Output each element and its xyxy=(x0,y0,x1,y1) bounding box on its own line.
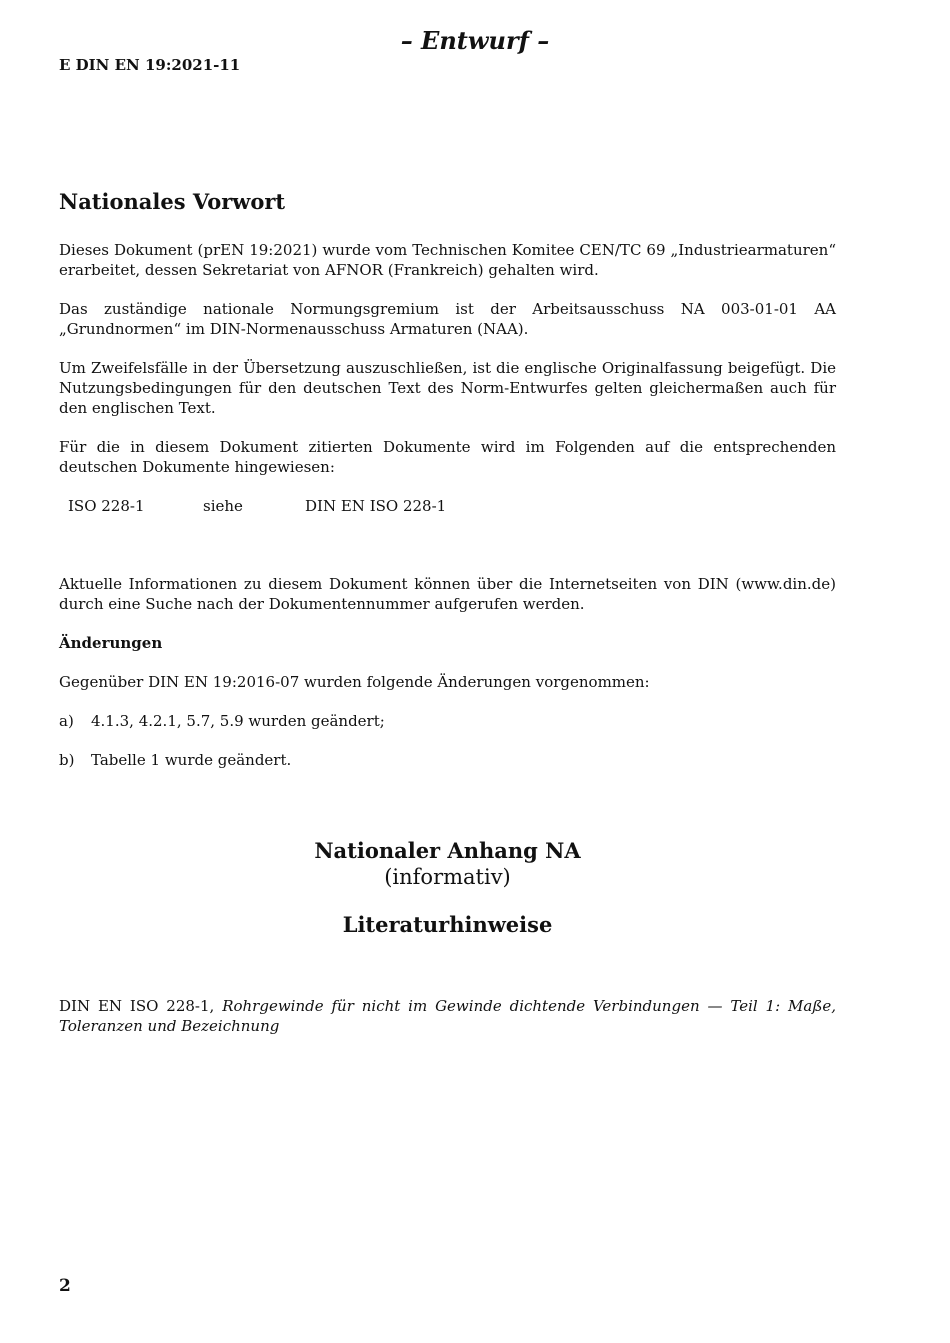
bibliography-ref: DIN EN ISO 228-1, xyxy=(59,997,223,1015)
annex-subtitle: (informativ) xyxy=(384,865,511,889)
changes-heading: Änderungen xyxy=(59,634,163,652)
annex-title: Nationaler Anhang NA xyxy=(314,838,581,863)
foreword-paragraph-1: Dieses Dokument (prEN 19:2021) wurde vom Technischen Komitee CEN/TC 69 „Industriearmaturen“ erarbeitet, dessen Sekretariat von AFNOR (Frankreich) gehalten wird. xyxy=(59,241,836,279)
bibliography-title-text: Rohrgewinde für nicht im Gewinde dichtende Verbindungen — Teil 1: Maße, Toleranzen und Bezeichnung xyxy=(59,997,837,1035)
reference-national: DIN EN ISO 228-1 xyxy=(305,497,447,515)
foreword-paragraph-4: Für die in diesem Dokument zitierten Dokumente wird im Folgenden auf die entsprechenden deutschen Dokumente hingewiesen: xyxy=(59,438,836,476)
changes-intro: Gegenüber DIN EN 19:2016-07 wurden folgende Änderungen vorgenommen: xyxy=(59,673,650,691)
list-marker: b) xyxy=(59,751,75,769)
list-item xyxy=(59,711,836,731)
list-marker: a) xyxy=(59,712,74,730)
annex-heading-block xyxy=(59,838,836,938)
foreword-paragraph-2: Das zuständige nationale Normungsgremium ist der Arbeitsausschuss NA 003-01-01 AA „Grundnormen“ im DIN-Normenausschuss Armaturen (NAA). xyxy=(59,300,836,338)
list-text: Tabelle 1 wurde geändert. xyxy=(91,751,292,769)
list-text: 4.1.3, 4.2.1, 5.7, 5.9 wurden geändert; xyxy=(91,712,385,730)
document-id: E DIN EN 19:2021-11 xyxy=(59,56,241,74)
foreword-paragraph-3: Um Zweifelsfälle in der Übersetzung auszuschließen, ist die englische Originalfassung beigefügt. Die Nutzungsbedingungen für den deutschen Text des Norm-Entwurfes gelten gleichermaßen auch für den englischen Text. xyxy=(59,359,836,417)
bibliography-entry xyxy=(59,996,836,1036)
main-content xyxy=(59,188,836,1055)
list-item xyxy=(59,750,836,770)
reference-see: siehe xyxy=(203,497,243,515)
foreword-paragraph-5: Aktuelle Informationen zu diesem Dokument können über die Internetseiten von DIN (www.din.de) durch eine Suche nach der Dokumentennummer aufgerufen werden. xyxy=(59,575,836,613)
reference-intl: ISO 228-1 xyxy=(68,497,145,515)
reference-mapping-row xyxy=(68,496,836,516)
foreword-title: Nationales Vorwort xyxy=(59,189,286,214)
bibliography-title: Literaturhinweise xyxy=(342,912,553,937)
page-number: 2 xyxy=(59,1276,71,1296)
draft-watermark: – Entwurf – xyxy=(400,26,550,55)
